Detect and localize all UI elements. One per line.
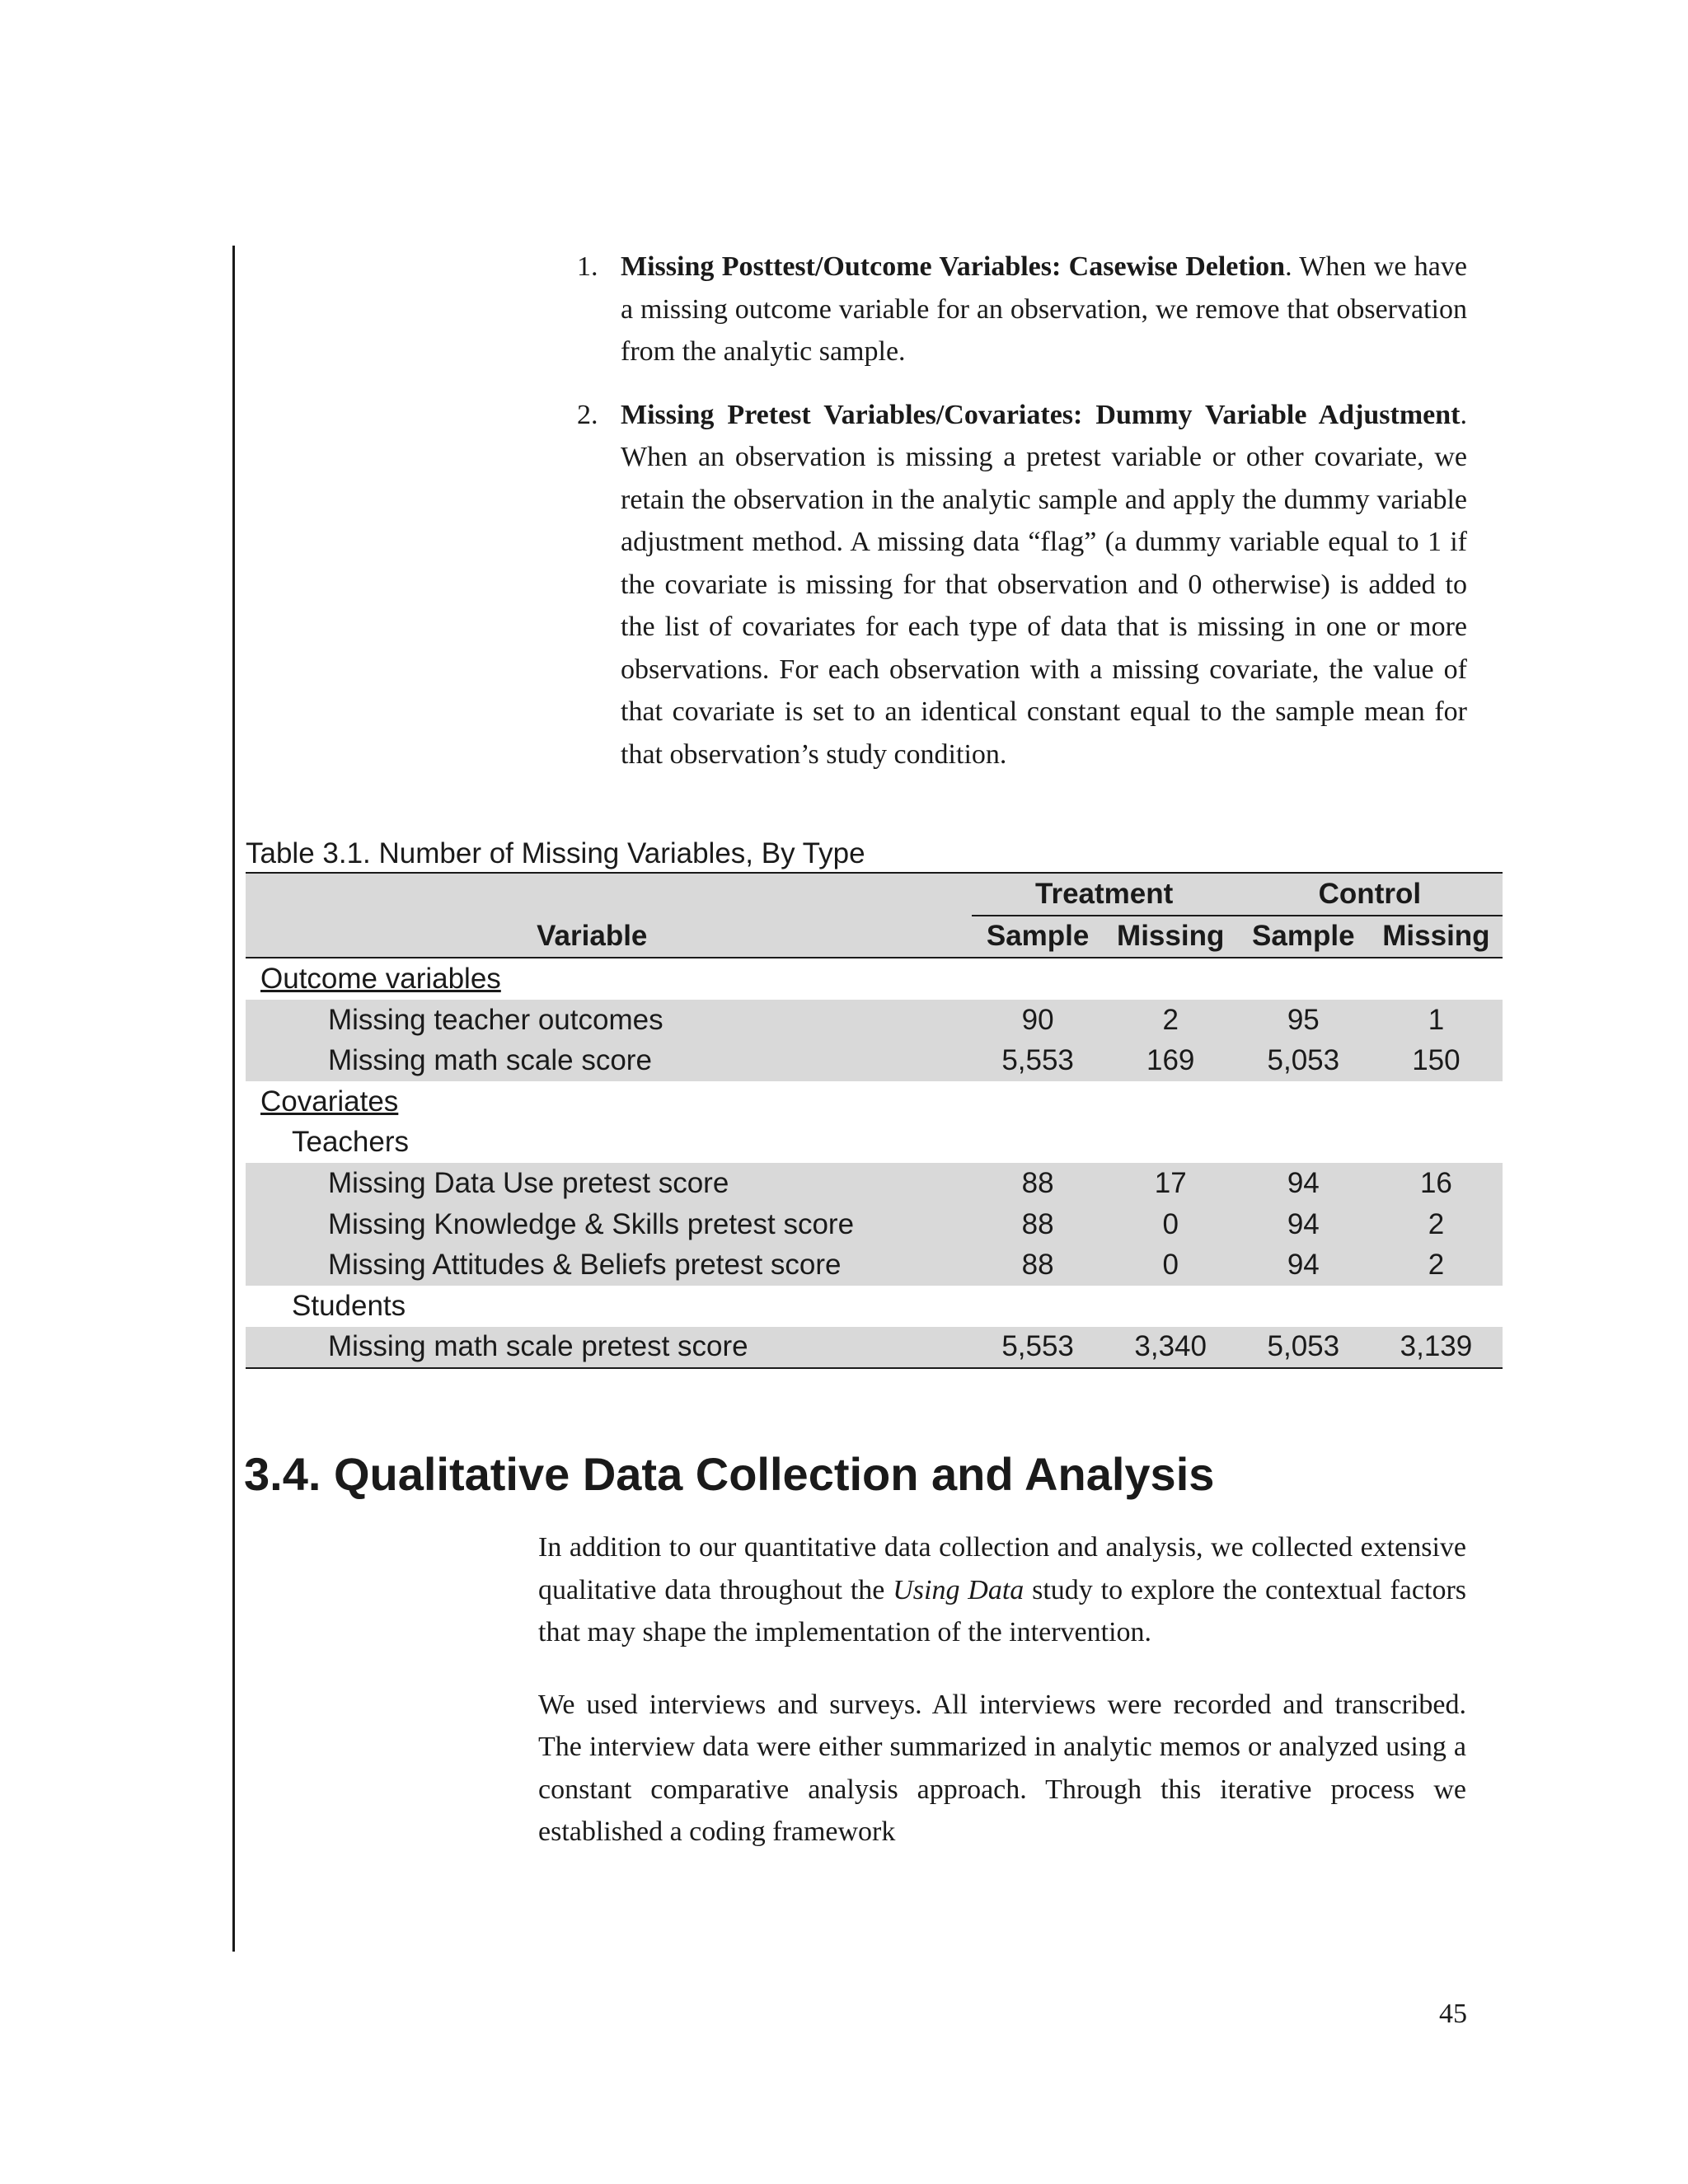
treatment-sample-cell: 5,553 [972, 1040, 1104, 1081]
table-row [246, 1244, 1503, 1286]
row-label: Missing Data Use pretest score [246, 1163, 972, 1204]
table-row [246, 1040, 1503, 1081]
treatment-sample-cell: 88 [972, 1204, 1104, 1245]
control-sample-cell: 5,053 [1237, 1040, 1370, 1081]
treatment-missing-cell: 0 [1104, 1204, 1237, 1245]
control-missing-cell: 2 [1370, 1244, 1503, 1286]
paragraph: We used interviews and surveys. All interviews were recorded and transcribed. The interview data were either summarized in analytic memos or analyzed using a constant comparative analysis approach. Through this iterative process we established a coding framework [538, 1689, 1466, 1847]
control-missing-cell: 2 [1370, 1204, 1503, 1245]
subsection-row [246, 1286, 1503, 1327]
missing-variables-table [246, 872, 1503, 1369]
control-missing-header: Missing [1370, 916, 1503, 958]
row-label: Missing math scale pretest score [246, 1327, 972, 1369]
paragraph [538, 1526, 1466, 1654]
table-row [246, 1204, 1503, 1245]
table-row [246, 1163, 1503, 1204]
subsection-label-teachers: Teachers [292, 1126, 410, 1159]
control-sample-cell: 5,053 [1237, 1327, 1370, 1369]
control-missing-cell: 3,139 [1370, 1327, 1503, 1369]
list-item-body: . When we have a missing outcome variable for an observation, we remove that observation from the analytic sample. [621, 251, 1467, 367]
list-item-text [621, 246, 1467, 373]
table-row [246, 1000, 1503, 1041]
treatment-sample-cell: 5,553 [972, 1327, 1104, 1369]
table-row [246, 1327, 1503, 1369]
paragraph-text: In addition to our quantitative data collection and analysis, we collected extensive qualitative data throughout the [538, 1532, 1466, 1605]
list-item-text [621, 394, 1467, 776]
table-group-header-row [246, 873, 1503, 916]
control-missing-cell: 150 [1370, 1040, 1503, 1081]
treatment-missing-cell: 0 [1104, 1244, 1237, 1286]
treatment-missing-cell: 169 [1104, 1040, 1237, 1081]
row-label: Missing math scale score [246, 1040, 972, 1081]
control-sample-cell: 94 [1237, 1244, 1370, 1286]
list-item-body: . When an observation is missing a pretest variable or other covariate, we retain the observation in the analytic sample and apply the dummy variable adjustment method. A missing data “flag” (a dummy variable equal to 1 if the covariate is missing for that observation and 0 otherwise) is added to the list of covariates for each type of data that is missing in one or more observations. For each observation with a missing covariate, the value of that covariate is set to an identical constant equal to the sample mean for that observation’s study condition. [621, 399, 1467, 770]
section-label-outcome: Outcome variables [260, 962, 501, 995]
section-row [246, 1081, 1503, 1122]
section-body [538, 1526, 1466, 1883]
paragraph-text: study to explore the contextual factors that may shape the implementation of the intervention. [538, 1574, 1466, 1647]
list-number: 1. [577, 251, 598, 282]
treatment-missing-header: Missing [1104, 916, 1237, 958]
empty-header-cell [246, 873, 972, 916]
row-label: Missing teacher outcomes [246, 1000, 972, 1041]
control-header: Control [1237, 873, 1503, 916]
page-number: 45 [1439, 1999, 1467, 2029]
table-caption: Table 3.1. Number of Missing Variables, By Type [246, 837, 865, 869]
control-sample-cell: 94 [1237, 1204, 1370, 1245]
study-name: Using Data [893, 1574, 1025, 1605]
treatment-missing-cell: 2 [1104, 1000, 1237, 1041]
numbered-list [577, 246, 1467, 796]
control-sample-cell: 94 [1237, 1163, 1370, 1204]
section-heading: 3.4. Qualitative Data Collection and Analysis [244, 1448, 1215, 1500]
section-row [246, 958, 1503, 1000]
list-item [577, 246, 1467, 373]
section-label-covariates: Covariates [260, 1085, 399, 1118]
treatment-missing-cell: 17 [1104, 1163, 1237, 1204]
list-number: 2. [577, 399, 598, 430]
table-column-header-row [246, 916, 1503, 958]
subsection-row [246, 1122, 1503, 1164]
treatment-sample-cell: 88 [972, 1244, 1104, 1286]
control-missing-cell: 1 [1370, 1000, 1503, 1041]
list-item-lead: Missing Posttest/Outcome Variables: Casewise Deletion [621, 251, 1286, 282]
control-sample-header: Sample [1237, 916, 1370, 958]
subsection-label-students: Students [292, 1289, 406, 1322]
list-item-lead: Missing Pretest Variables/Covariates: Dummy Variable Adjustment [621, 399, 1461, 430]
treatment-sample-cell: 90 [972, 1000, 1104, 1041]
treatment-sample-cell: 88 [972, 1163, 1104, 1204]
treatment-header: Treatment [972, 873, 1237, 916]
control-missing-cell: 16 [1370, 1163, 1503, 1204]
control-sample-cell: 95 [1237, 1000, 1370, 1041]
row-label: Missing Attitudes & Beliefs pretest score [246, 1244, 972, 1286]
margin-rule [232, 246, 235, 1952]
list-item [577, 394, 1467, 776]
row-label: Missing Knowledge & Skills pretest score [246, 1204, 972, 1245]
variable-header: Variable [246, 916, 972, 958]
treatment-sample-header: Sample [972, 916, 1104, 958]
treatment-missing-cell: 3,340 [1104, 1327, 1237, 1369]
